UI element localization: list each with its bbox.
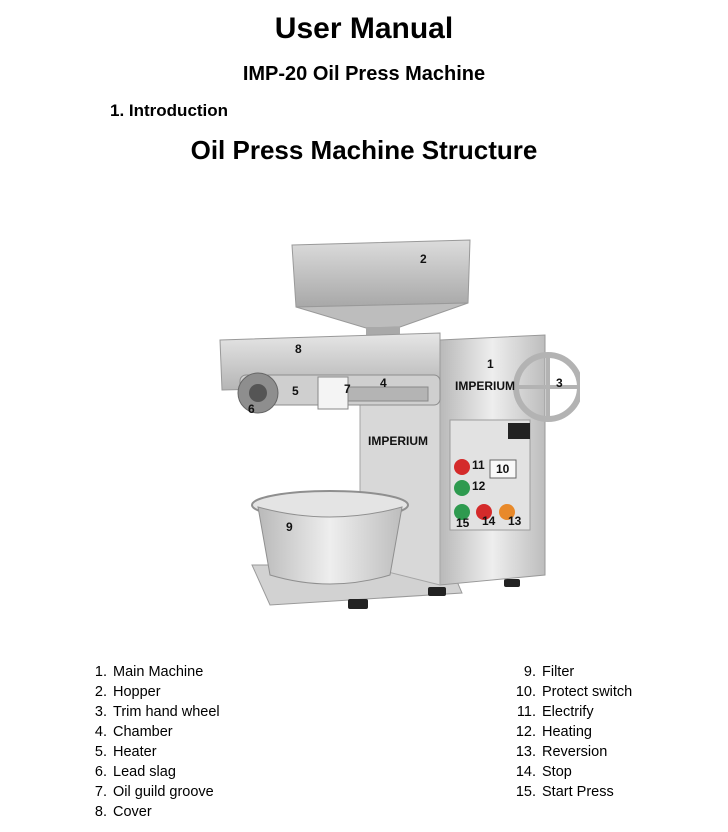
list-item bbox=[504, 744, 607, 760]
hopper-top bbox=[292, 240, 470, 307]
item-number: 8. bbox=[94, 804, 107, 820]
list-item bbox=[504, 704, 594, 720]
oil-guild-groove bbox=[348, 387, 428, 401]
oil-press-machine-figure bbox=[200, 215, 580, 615]
item-label: Electrify bbox=[542, 704, 594, 720]
item-number: 12. bbox=[515, 724, 536, 740]
item-number: 6. bbox=[94, 764, 107, 780]
list-item bbox=[85, 804, 152, 820]
callout-8: 8 bbox=[295, 342, 302, 356]
item-number: 10. bbox=[515, 684, 536, 700]
machine-foot bbox=[504, 579, 520, 587]
list-item bbox=[504, 724, 592, 740]
machine-foot bbox=[428, 587, 446, 596]
item-label: Start Press bbox=[542, 784, 614, 800]
callout-2: 2 bbox=[420, 252, 427, 266]
callout-7: 7 bbox=[344, 382, 351, 396]
temperature-display bbox=[508, 423, 530, 439]
item-label: Lead slag bbox=[113, 764, 176, 780]
callout-3: 3 bbox=[556, 376, 563, 390]
document-subtitle: IMP-20 Oil Press Machine bbox=[242, 63, 486, 85]
item-number: 9. bbox=[523, 664, 536, 680]
item-number: 15. bbox=[515, 784, 536, 800]
machine-foot bbox=[348, 599, 368, 609]
item-label: Reversion bbox=[542, 744, 608, 760]
item-label: Heater bbox=[113, 744, 157, 760]
item-label: Hopper bbox=[113, 684, 161, 700]
hopper-funnel bbox=[296, 303, 468, 328]
callout-10: 10 bbox=[496, 462, 510, 476]
list-item bbox=[85, 684, 161, 700]
item-label: Filter bbox=[542, 664, 575, 680]
callout-1: 1 bbox=[487, 357, 494, 371]
callout-13: 13 bbox=[508, 514, 522, 528]
item-label: Trim hand wheel bbox=[113, 704, 220, 720]
item-number: 3. bbox=[94, 704, 107, 720]
filter-pot-body bbox=[258, 507, 402, 584]
document-title: User Manual bbox=[274, 12, 454, 45]
callout-11: 11 bbox=[472, 458, 485, 472]
item-number: 14. bbox=[515, 764, 536, 780]
list-item bbox=[504, 784, 614, 800]
structure-heading: Oil Press Machine Structure bbox=[190, 135, 538, 165]
item-number: 5. bbox=[94, 744, 107, 760]
callout-5: 5 bbox=[292, 384, 299, 398]
list-item bbox=[85, 784, 214, 800]
section-heading: 1. Introduction bbox=[110, 101, 229, 120]
list-item bbox=[504, 684, 632, 700]
item-label: Heating bbox=[542, 724, 592, 740]
callout-15: 15 bbox=[456, 516, 470, 530]
item-label: Protect switch bbox=[542, 684, 633, 700]
brand-logo-side: IMPERIUM bbox=[368, 434, 428, 448]
item-label: Cover bbox=[113, 804, 152, 820]
item-number: 4. bbox=[94, 724, 107, 740]
item-number: 13. bbox=[515, 744, 536, 760]
electrify-lamp bbox=[454, 459, 470, 475]
heating-button bbox=[454, 480, 470, 496]
item-number: 7. bbox=[94, 784, 107, 800]
item-number: 11. bbox=[516, 704, 536, 720]
item-label: Chamber bbox=[113, 724, 173, 740]
callout-12: 12 bbox=[472, 479, 486, 493]
list-item bbox=[504, 764, 572, 780]
item-number: 1. bbox=[94, 664, 107, 680]
callout-9: 9 bbox=[286, 520, 293, 534]
item-label: Main Machine bbox=[113, 664, 204, 680]
list-item bbox=[85, 764, 176, 780]
item-label: Oil guild groove bbox=[113, 784, 214, 800]
callout-4: 4 bbox=[380, 376, 387, 390]
list-item bbox=[85, 664, 203, 680]
list-item bbox=[85, 744, 157, 760]
item-number: 2. bbox=[94, 684, 107, 700]
list-item bbox=[504, 664, 574, 680]
brand-logo-upper: IMPERIUM bbox=[455, 379, 515, 393]
callout-14: 14 bbox=[482, 514, 496, 528]
list-item bbox=[85, 704, 220, 720]
list-item bbox=[85, 724, 173, 740]
item-label: Stop bbox=[542, 764, 572, 780]
callout-6: 6 bbox=[248, 402, 255, 416]
